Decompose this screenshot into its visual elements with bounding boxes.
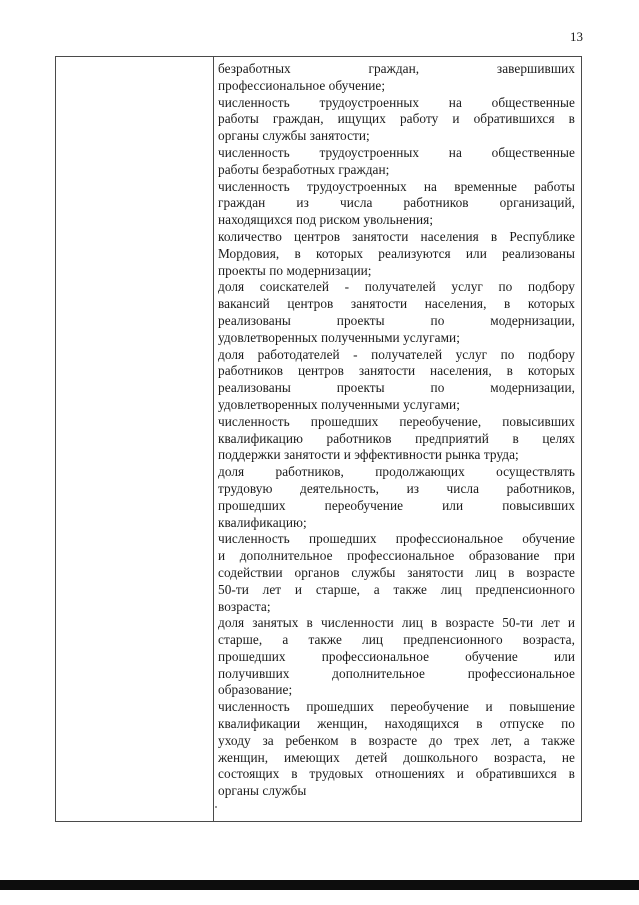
text-line: органы службы (218, 783, 307, 799)
text-line: квалификацию работников предприятий в целях (218, 430, 575, 446)
text-line: и дополнительное профессиональное образование при (218, 548, 575, 564)
text-line: возраста; (218, 598, 271, 614)
text-line: реализованы проекты по модернизации, (218, 312, 575, 328)
text-line: женщин, имеющих детей дошкольного возраста, не (218, 749, 575, 765)
text-line: профессиональное обучение; (218, 77, 386, 93)
text-line: численность прошедших переобучение и повышение (218, 699, 575, 715)
text-line: численность прошедших профессиональное обучение (218, 531, 575, 547)
text-line: Мордовия, в которых реализуются или реализованы (218, 245, 575, 261)
table-right-cell (218, 61, 575, 800)
text-line: получивших дополнительное профессиональное (218, 665, 575, 681)
text-line: прошедших профессиональное обучение или (218, 648, 575, 664)
text-line: трудовую деятельность, из числа работников, (218, 480, 575, 496)
text-line: удовлетворенных полученными услугами; (218, 329, 460, 345)
table-left-cell (56, 57, 213, 821)
page-number: 13 (570, 29, 583, 44)
text-line: доля соискателей - получателей услуг по подбору (218, 279, 575, 295)
document-table (55, 56, 582, 822)
text-line: доля работодателей - получателей услуг по подбору (218, 346, 575, 362)
text-line: проекты по модернизации; (218, 262, 372, 278)
text-line: квалификацию; (218, 514, 307, 530)
text-line: работы безработных граждан; (218, 161, 390, 177)
text-line: работников центров занятости населения, в которых (218, 363, 575, 379)
text-line: численность прошедших переобучение, повысивших (218, 413, 575, 429)
text-line: содействии органов службы занятости лиц в возрасте (218, 564, 575, 580)
text-line: вакансий центров занятости населения, в которых (218, 296, 575, 312)
text-line: 50-ти лет и старше, а также лиц предпенсионного (218, 581, 575, 597)
text-line: прошедших переобучение или повысивших (218, 497, 575, 513)
text-line: реализованы проекты по модернизации, (218, 380, 575, 396)
text-line: старше, а также лиц предпенсионного возраста, (218, 632, 575, 648)
text-line: граждан из числа работников организаций, (218, 195, 575, 211)
text-line: квалификации женщин, находящихся в отпуске по (218, 716, 575, 732)
text-line: численность трудоустроенных на временные работы (218, 178, 575, 194)
text-line: удовлетворенных полученными услугами; (218, 396, 460, 412)
bottom-scan-edge (0, 880, 639, 890)
text-line: численность трудоустроенных на общественные (218, 144, 575, 160)
text-line: находящихся под риском увольнения; (218, 212, 434, 228)
text-line: поддержки занятости и эффективности рынка труда; (218, 447, 519, 463)
text-line: безработных граждан, завершивших (218, 61, 575, 76)
text-line: состоящих в трудовых отношениях и обратившихся в (218, 766, 575, 782)
text-line: уходу за ребенком в возрасте до трех лет, а также (218, 732, 575, 748)
text-line: образование; (218, 682, 293, 698)
column-divider (213, 57, 214, 821)
scan-speck (215, 806, 217, 808)
text-line: численность трудоустроенных на общественные (218, 94, 575, 110)
text-line: доля занятых в численности лиц в возрасте 50-ти лет и (218, 615, 575, 631)
text-line: органы службы занятости; (218, 128, 370, 144)
text-line: количество центров занятости населения в Республике (218, 228, 575, 244)
text-line: доля работников, продолжающих осуществлять (218, 464, 575, 480)
text-line: работы граждан, ищущих работу и обратившихся в (218, 111, 575, 127)
